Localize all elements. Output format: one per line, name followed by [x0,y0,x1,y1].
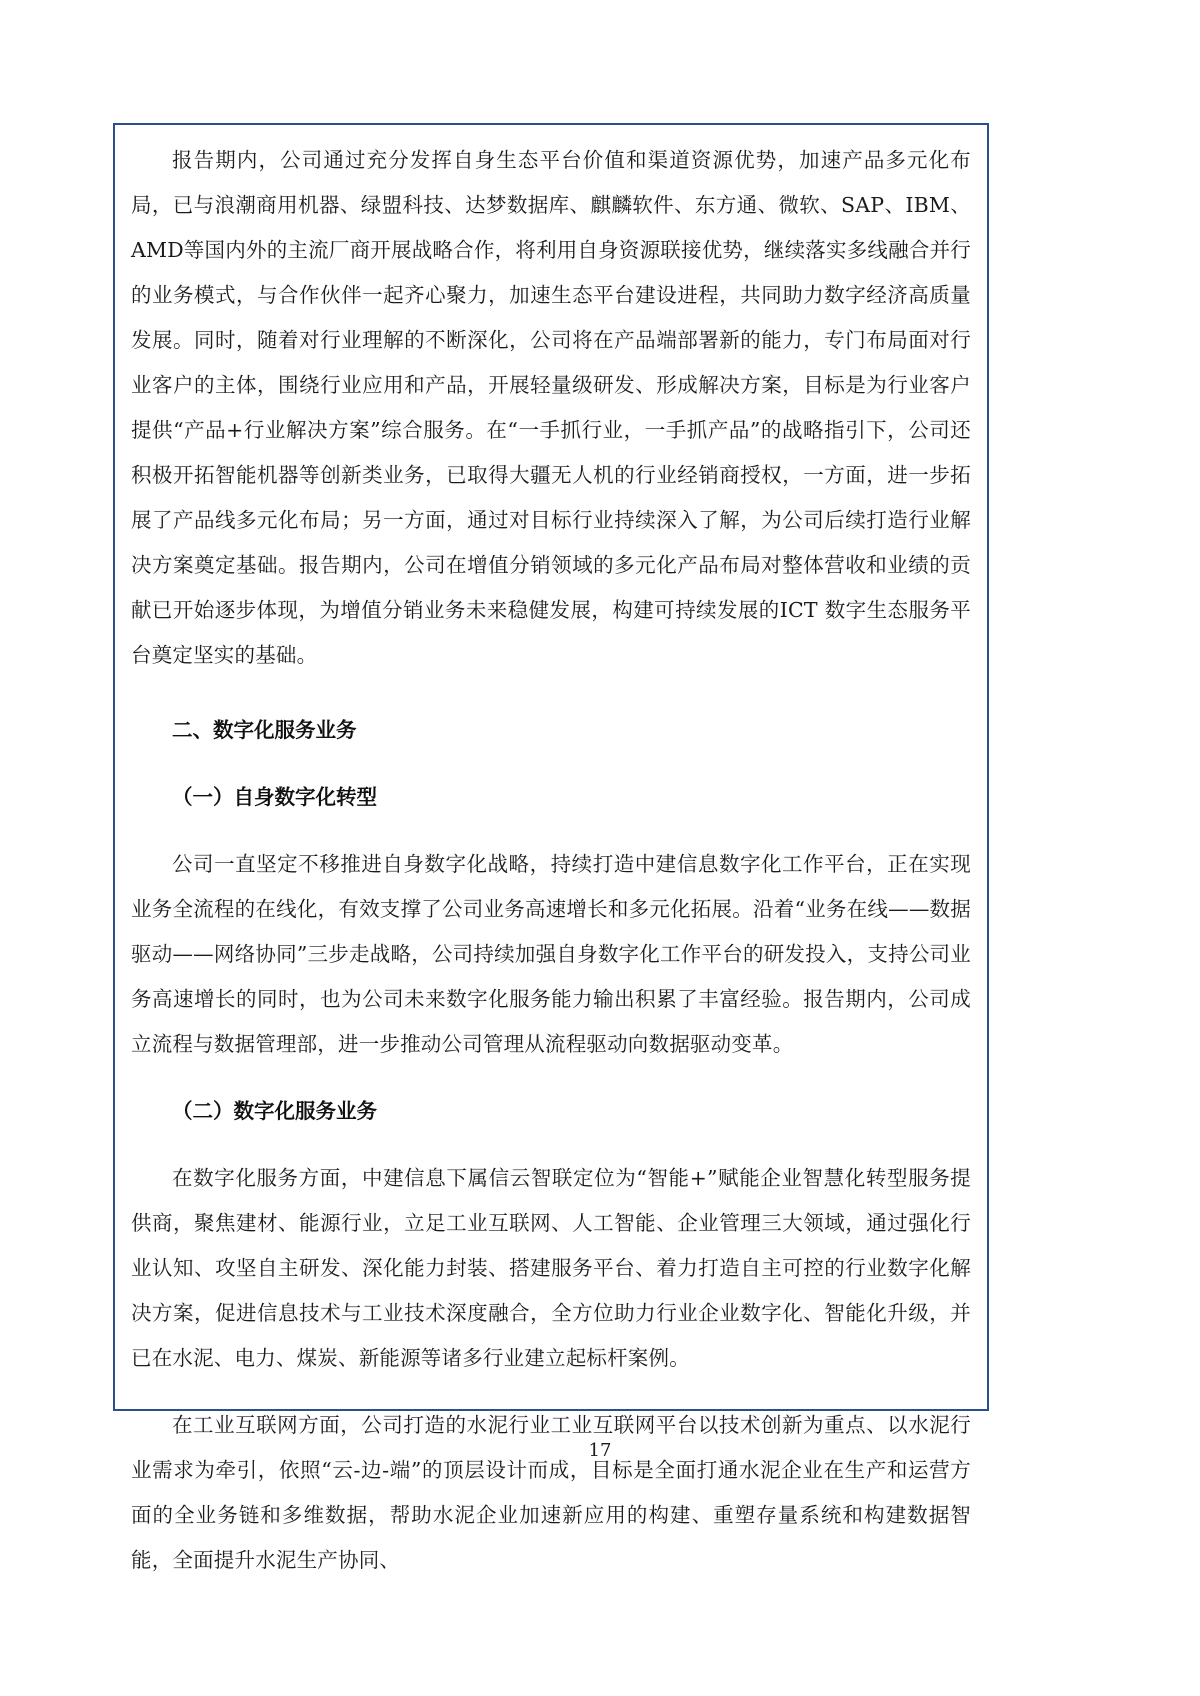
block-gap [131,753,971,775]
page-number: 17 [588,1440,612,1461]
heading-self-digital-transformation: （一）自身数字化转型 [172,785,377,809]
block-gap [131,1067,971,1089]
paragraph-self-digital-transformation: 公司一直坚定不移推进自身数字化战略，持续打造中建信息数字化工作平台，正在实现业务全流程的在线化，有效支撑了公司业务高速增长和多元化拓展。沿着“业务在线——数据驱动——网络协同”三步走战略，公司持续加强自身数字化工作平台的研发投入，支持公司业务高速增长的同时，也为公司未来数字化服务能力输出积累了丰富经验。报告期内，公司成立流程与数据管理部，进一步推动公司管理从流程驱动向数据驱动变革。 [131,852,971,1056]
block-gap [131,678,971,708]
paragraph-industrial-internet: 在工业互联网方面，公司打造的水泥行业工业互联网平台以技术创新为重点、以水泥行业需求为牵引，依照“云-边-端”的顶层设计而成，目标是全面打通水泥企业在生产和运营方面的全业务链和多维数据，帮助水泥企业加速新应用的构建、重塑存量系统和构建数据智能，全面提升水泥生产协同、 [131,1413,971,1572]
paragraph-ecosystem-platform: 报告期内，公司通过充分发挥自身生态平台价值和渠道资源优势，加速产品多元化布局，已与浪潮商用机器、绿盟科技、达梦数据库、麒麟软件、东方通、微软、SAP、IBM、AMD等国内外的主流厂商开展战略合作，将利用自身资源联接优势，继续落实多线融合并行的业务模式，与合作伙伴一起齐心聚力，加速生态平台建设进程，共同助力数字经济高质量发展。同时，随着对行业理解的不断深化，公司将在产品端部署新的能力，专门布局面对行业客户的主体，围绕行业应用和产品，开展轻量级研发、形成解决方案，目标是为行业客户提供“产品+行业解决方案”综合服务。在“一手抓行业，一手抓产品”的战略指引下，公司还积极开拓智能机器等创新类业务，已取得大疆无人机的行业经销商授权，一方面，进一步拓展了产品线多元化布局；另一方面，通过对目标行业持续深入了解，为公司后续打造行业解决方案奠定基础。报告期内，公司在增值分销领域的多元化产品布局对整体营收和业绩的贡献已开始逐步体现，为增值分销业务未来稳健发展，构建可持续发展的ICT 数字生态服务平台奠定坚实的基础。 [131,148,971,667]
heading-digital-service-section: （二）数字化服务业务 [172,1099,377,1123]
block-gap [131,1134,971,1156]
block-gap [131,1381,971,1403]
heading-digital-service-business: 二、数字化服务业务 [172,718,357,742]
paragraph-digital-service-overview: 在数字化服务方面，中建信息下属信云智联定位为“智能+”赋能企业智慧化转型服务提供商，聚焦建材、能源行业，立足工业互联网、人工智能、企业管理三大领域，通过强化行业认知、攻坚自主研发、深化能力封装、搭建服务平台、着力打造自主可控的行业数字化解决方案，促进信息技术与工业技术深度融合，全方位助力行业企业数字化、智能化升级，并已在水泥、电力、煤炭、新能源等诸多行业建立起标杆案例。 [131,1166,971,1370]
document-body [131,138,971,1583]
block-gap [131,820,971,842]
